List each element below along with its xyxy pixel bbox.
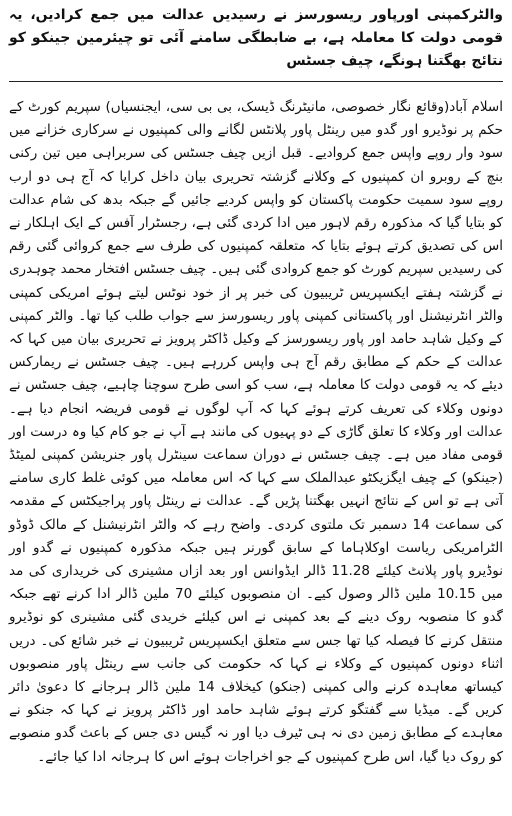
article-headline: والٹرکمپنی اورپاور ریسورسز نے رسیدیں عدالت میں جمع کرادیں، یہ قومی دولت کا معاملہ ہے، بے ضابطگی سامنے آئی تو چیئرمین جینکو کو نتائج بھگتنا ہونگے، چیف جسٹس (9, 7, 503, 69)
headline-divider (9, 81, 503, 82)
article-body: اسلام آباد(وقائع نگار خصوصی، مانیٹرنگ ڈیسک، بی بی سی، ایجنسیاں) سپریم کورٹ کے حکم پر نوڈیرو اور گدو میں رینٹل پاور پلانٹس لگانے والی کمپنیوں نے سرکاری خزانے میں سود وار روپے واپس جمع کروادیے۔ قبل ازیں چیف جسٹس کی سربراہی میں تین رکنی بنچ کے روبرو ان کمپنیوں کے وکلانے گزشتہ تحریری بیان داخل کرایا کہ آج ہی دو ارب روپے سود سمیت حکومت پاکستان کو واپس کردیے جائیں گے جبکہ بدھ کی شام عدالت کو بتایا گیا کہ مذکورہ رقم لاہور میں ادا کردی گئی ہے، رجسٹرار آفس کے ایک اہلکار نے اس کی تصدیق کرتے ہوئے بتایا کہ متعلقہ کمپنیوں کی طرف سے جمع کروائی گئی رقم کی رسیدیں سپریم کورٹ کو جمع کروادی گئی ہیں۔ چیف جسٹس افتخار محمد چوہدری نے گزشتہ ہفتے ایکسپریس ٹریبیون کی خبر پر از خود نوٹس لیتے ہوئے امریکی کمپنی والٹر انٹرنیشنل اور پاکستانی کمپنی پاور ریسورسز سے جواب طلب کیا تھا۔ والٹر کمپنی کے وکیل شاہد حامد اور پاور ریسورسز کے وکیل ڈاکٹر پرویز نے تحریری بیان میں کہا کہ عدالت کے حکم کے مطابق رقم آج ہی واپس کررہے ہیں۔ چیف جسٹس نے ریمارکس دیئے کہ یہ قومی دولت کا معاملہ ہے، سب کو اسی طرح سوچنا چاہیے، چیف جسٹس نے دونوں وکلاء کی تعریف کرتے ہوئے کہا کہ آپ لوگوں نے قومی فریضہ انجام دیا ہے۔ عدالت اور وکلاء کا تعلق گاڑی کے دو پہیوں کی مانند ہے آپ نے جو کام کیا وہ درست اور قومی مفاد میں ہے۔ چیف جسٹس نے دوران سماعت سینٹرل پاور جنریشن کمپنی لمیٹڈ (جینکو) کے چیف ایگزیکٹو عبدالملک سے کہا کہ اس معاملہ میں کوئی غلط کاری سامنے آتی ہے تو اس کے نتائج انہیں بھگتنا پڑیں گے۔ عدالت نے رینٹل پاور پراجیکٹس کے مقدمہ کی سماعت 14 دسمبر تک ملتوی کردی۔ واضح رہے کہ والٹر انٹرنیشنل کے مالک ڈوڈو الٹرامریکی ریاست اوکلاہاما کے سابق گورنر ہیں جبکہ مذکورہ کمپنیوں نے گدو اور نوڈیرو پاور پلانٹ کیلئے 11.28 ڈالر ایڈوانس اور بعد ازاں مشینری کی خریداری کی مد میں 10.15 ملین ڈالر وصول کیے۔ ان منصوبوں کیلئے 70 ملین ڈالر ادا کرنے تھے جبکہ گدو کا منصوبہ روک دینے کے بعد کمپنی نے اس کیلئے خریدی گئی مشینری کو نوڈیرو منتقل کرنے کا فیصلہ کیا تھا جس سے متعلق ایکسپریس ٹریبیون نے خبر شائع کی۔ دریں اثناء دونوں کمپنیوں کے وکلاء نے کہا کہ حکومت کی جانب سے رینٹل پاور منصوبوں کیساتھ معاہدہ کرنے والی کمپنی (جنکو) کیخلاف 14 ملین ڈالر ہرجانے کا دعویٰ دائر کریں گے۔ میڈیا سے گفتگو کرتے ہوئے شاہد حامد اور ڈاکٹر پرویز نے کہا کہ جنکو نے معاہدے کے مطابق زمین دی نہ ہی ٹیرف دیا اور نہ گیس دی جس کے باعث گدو منصوبے کو روک دیا گیا، اس طرح کمپنیوں کے جو اخراجات ہوئے اس کا ہرجانہ ادا کیا جائے۔ (8, 99, 504, 765)
